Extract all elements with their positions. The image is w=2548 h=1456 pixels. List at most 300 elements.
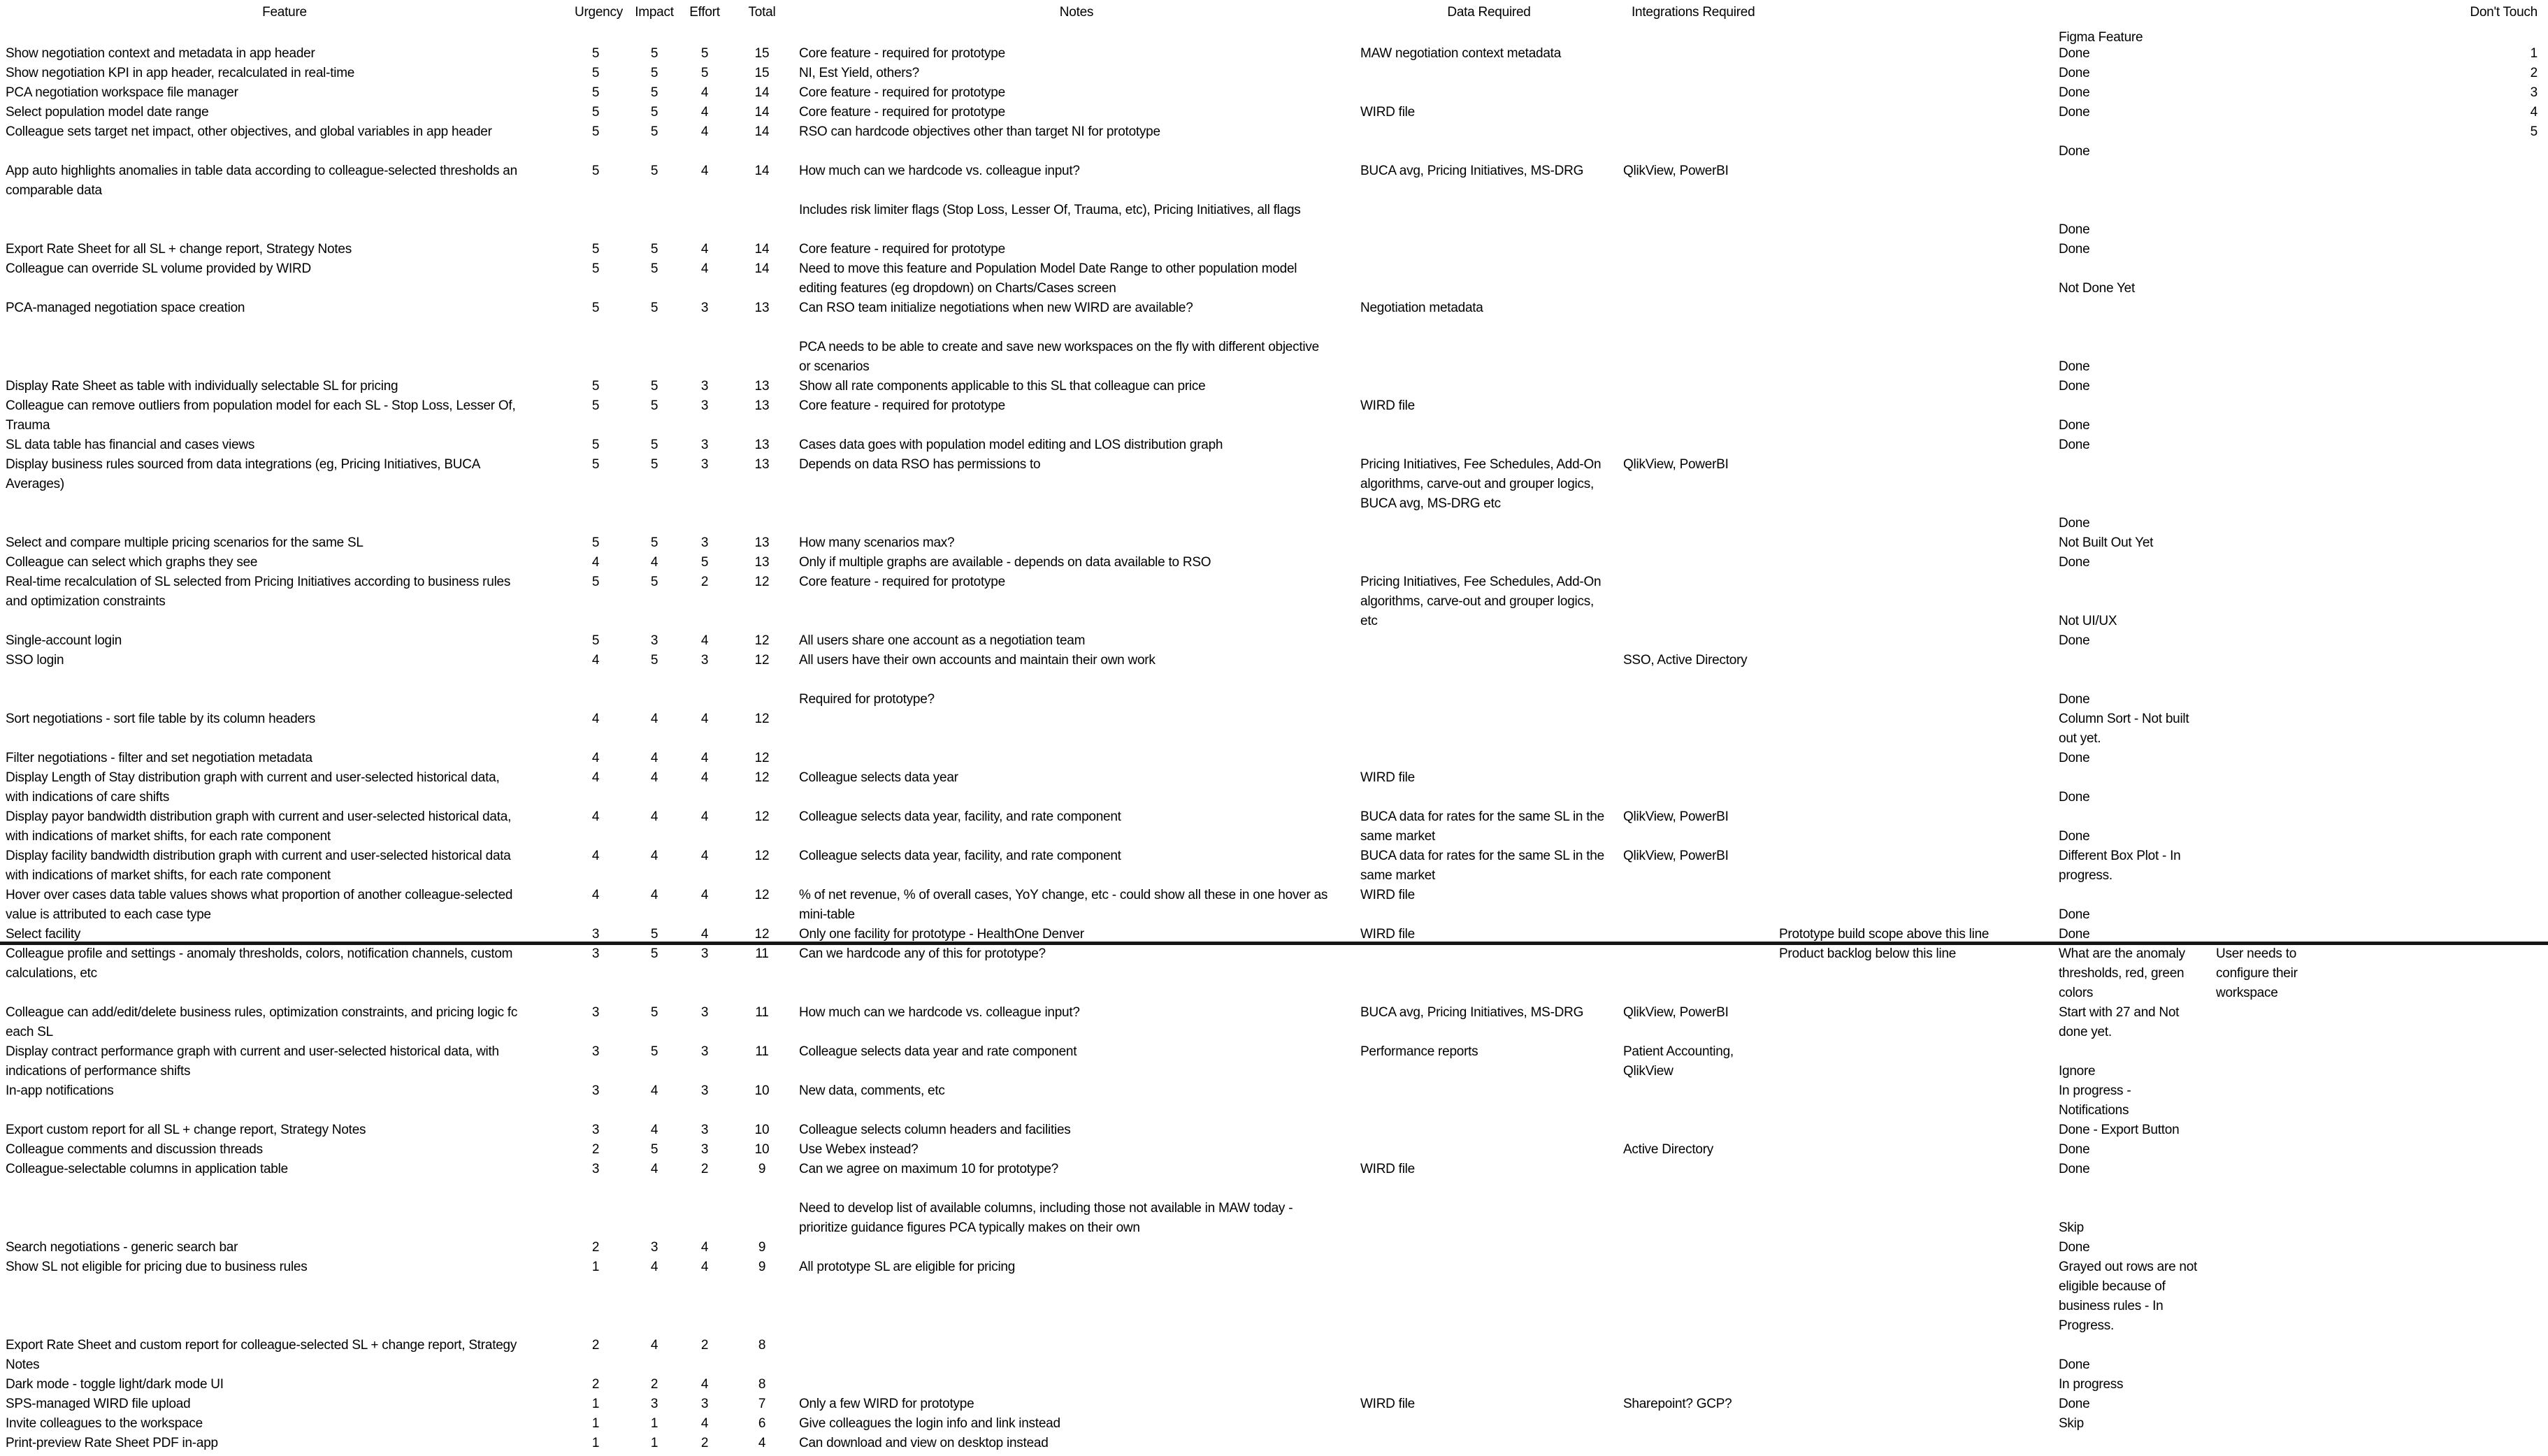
cell-notes: Need to develop list of available columns, including those not available in MAW today - bbox=[799, 1201, 1293, 1216]
cell-effort: 4 bbox=[700, 242, 709, 257]
cell-notes: mini-table bbox=[799, 907, 855, 922]
cell-impact: 4 bbox=[650, 809, 658, 824]
cell-effort: 3 bbox=[700, 1083, 709, 1098]
cell-data-required: WIRD file bbox=[1360, 1397, 1415, 1411]
cell-figma-status: What are the anomaly bbox=[2059, 946, 2185, 961]
cell-urgency: 5 bbox=[591, 575, 600, 589]
cell-impact: 4 bbox=[650, 849, 658, 863]
cell-urgency: 5 bbox=[591, 105, 600, 120]
cell-effort: 4 bbox=[700, 261, 709, 276]
cell-figma-status: Skip bbox=[2059, 1220, 2084, 1235]
cell-figma-status: Done bbox=[2059, 829, 2090, 844]
cell-total: 8 bbox=[758, 1377, 766, 1392]
cell-feature: Select population model date range bbox=[6, 105, 209, 120]
cell-urgency: 5 bbox=[591, 398, 600, 413]
cell-total: 12 bbox=[754, 712, 770, 726]
cell-feature: Single-account login bbox=[6, 633, 122, 648]
cell-impact: 5 bbox=[650, 164, 658, 178]
cell-data-required: Pricing Initiatives, Fee Schedules, Add-On bbox=[1360, 575, 1602, 589]
cell-feature: with indications of market shifts, for each rate component bbox=[6, 829, 331, 844]
cell-impact: 5 bbox=[650, 457, 658, 472]
cell-impact: 5 bbox=[650, 535, 658, 550]
cell-urgency: 2 bbox=[591, 1240, 600, 1255]
cell-feature: Colleague can remove outliers from population model for each SL - Stop Loss, Lesser Of, bbox=[6, 398, 516, 413]
cell-feature: Display Length of Stay distribution graph with current and user-selected historical data, bbox=[6, 770, 500, 785]
cell-figma-status: Done bbox=[2059, 555, 2090, 570]
cell-total: 10 bbox=[754, 1083, 770, 1098]
cell-feature: indications of performance shifts bbox=[6, 1064, 191, 1079]
cell-total: 11 bbox=[755, 1005, 769, 1020]
cell-impact: 4 bbox=[650, 1123, 658, 1137]
cell-effort: 3 bbox=[700, 1123, 709, 1137]
cell-total: 14 bbox=[754, 164, 770, 178]
cell-feature: Colleague profile and settings - anomaly thresholds, colors, notification channels, custom bbox=[6, 946, 513, 961]
cell-notes: How much can we hardcode vs. colleague input? bbox=[799, 164, 1080, 178]
cell-dont-touch: 1 bbox=[2530, 46, 2538, 61]
cell-figma-status: out yet. bbox=[2059, 731, 2101, 746]
cell-impact: 5 bbox=[650, 1044, 658, 1059]
cell-effort: 4 bbox=[700, 809, 709, 824]
cell-urgency: 4 bbox=[591, 888, 600, 902]
cell-integrations-required: QlikView, PowerBI bbox=[1623, 457, 1729, 472]
cell-effort: 3 bbox=[700, 535, 709, 550]
cell-effort: 2 bbox=[700, 1338, 709, 1353]
cell-figma-status: colors bbox=[2059, 986, 2094, 1000]
cell-urgency: 1 bbox=[591, 1260, 600, 1274]
cell-figma-status: Done bbox=[2059, 1162, 2090, 1176]
column-header-feature: Feature bbox=[262, 5, 307, 20]
cell-total: 12 bbox=[754, 770, 770, 785]
cell-feature: with indications of market shifts, for each rate component bbox=[6, 868, 331, 883]
cell-feature: and optimization constraints bbox=[6, 594, 166, 609]
cell-notes: RSO can hardcode objectives other than target NI for prototype bbox=[799, 124, 1160, 139]
cell-impact: 5 bbox=[650, 301, 658, 315]
cell-feature: Trauma bbox=[6, 418, 50, 433]
cell-feature: Display payor bandwidth distribution graph with current and user-selected historical data, bbox=[6, 809, 512, 824]
cell-effort: 3 bbox=[700, 1142, 709, 1157]
cell-total: 13 bbox=[754, 457, 770, 472]
cell-figma-status: Done bbox=[2059, 418, 2090, 433]
cell-figma-status: Done bbox=[2059, 751, 2090, 765]
cell-scope-note: Product backlog below this line bbox=[1779, 946, 1957, 961]
cell-figma-status: Done bbox=[2059, 438, 2090, 452]
column-header-figma-feature: Figma Feature bbox=[2059, 30, 2143, 45]
cell-impact: 5 bbox=[650, 1005, 658, 1020]
cell-figma-status: Done bbox=[2059, 359, 2090, 374]
cell-notes: Core feature - required for prototype bbox=[799, 398, 1005, 413]
cell-total: 14 bbox=[754, 124, 770, 139]
cell-figma-status: Not UI/UX bbox=[2059, 614, 2117, 628]
cell-figma-status: Done - Export Button bbox=[2059, 1123, 2180, 1137]
cell-notes: Core feature - required for prototype bbox=[799, 105, 1005, 120]
cell-integrations-required: QlikView, PowerBI bbox=[1623, 809, 1729, 824]
column-header-notes: Notes bbox=[1059, 5, 1094, 20]
cell-impact: 3 bbox=[650, 633, 658, 648]
cell-data-required: WIRD file bbox=[1360, 770, 1415, 785]
cell-data-required: BUCA avg, Pricing Initiatives, MS-DRG bbox=[1360, 1005, 1584, 1020]
cell-total: 12 bbox=[754, 809, 770, 824]
cell-urgency: 2 bbox=[591, 1142, 600, 1157]
cell-urgency: 3 bbox=[591, 1083, 600, 1098]
cell-impact: 3 bbox=[650, 1397, 658, 1411]
cell-total: 9 bbox=[758, 1260, 766, 1274]
cell-notes: % of net revenue, % of overall cases, YoY change, etc - could show all these in one hover as bbox=[799, 888, 1328, 902]
cell-data-required: etc bbox=[1360, 614, 1378, 628]
cell-figma-status: Done bbox=[2059, 144, 2090, 159]
cell-feature: Colleague can override SL volume provided by WIRD bbox=[6, 261, 311, 276]
cell-integrations-required: QlikView bbox=[1623, 1064, 1674, 1079]
cell-annotation: workspace bbox=[2216, 986, 2278, 1000]
cell-figma-status: Not Done Yet bbox=[2059, 281, 2135, 296]
cell-total: 14 bbox=[754, 105, 770, 120]
cell-feature: comparable data bbox=[6, 183, 102, 198]
cell-feature: Display Rate Sheet as table with individually selectable SL for pricing bbox=[6, 379, 398, 394]
cell-figma-status: Skip bbox=[2059, 1416, 2084, 1431]
cell-figma-status: In progress bbox=[2059, 1377, 2124, 1392]
cell-urgency: 4 bbox=[591, 770, 600, 785]
cell-effort: 4 bbox=[700, 849, 709, 863]
cell-figma-status: Done bbox=[2059, 85, 2090, 100]
cell-feature: Search negotiations - generic search bar bbox=[6, 1240, 238, 1255]
cell-effort: 3 bbox=[700, 301, 709, 315]
cell-integrations-required: QlikView, PowerBI bbox=[1623, 164, 1729, 178]
cell-feature: Select facility bbox=[6, 927, 81, 942]
cell-feature: each SL bbox=[6, 1025, 53, 1039]
cell-notes: Core feature - required for prototype bbox=[799, 575, 1005, 589]
cell-effort: 4 bbox=[700, 712, 709, 726]
cell-feature: Display business rules sourced from data integrations (eg, Pricing Initiatives, BUCA bbox=[6, 457, 481, 472]
cell-effort: 3 bbox=[700, 1005, 709, 1020]
cell-total: 10 bbox=[754, 1123, 770, 1137]
cell-urgency: 5 bbox=[591, 66, 600, 80]
cell-data-required: BUCA avg, Pricing Initiatives, MS-DRG bbox=[1360, 164, 1584, 178]
cell-total: 7 bbox=[758, 1397, 766, 1411]
cell-urgency: 4 bbox=[591, 712, 600, 726]
cell-total: 12 bbox=[754, 888, 770, 902]
cell-total: 15 bbox=[754, 46, 770, 61]
cell-notes: Can RSO team initialize negotiations when new WIRD are available? bbox=[799, 301, 1193, 315]
cell-effort: 3 bbox=[700, 457, 709, 472]
cell-notes: Only if multiple graphs are available - depends on data available to RSO bbox=[799, 555, 1211, 570]
cell-feature: Invite colleagues to the workspace bbox=[6, 1416, 203, 1431]
cell-figma-status: Done bbox=[2059, 222, 2090, 237]
cell-data-required: WIRD file bbox=[1360, 398, 1415, 413]
cell-data-required: same market bbox=[1360, 829, 1436, 844]
cell-urgency: 5 bbox=[591, 46, 600, 61]
cell-impact: 5 bbox=[650, 85, 658, 100]
cell-notes: Colleague selects data year, facility, and rate component bbox=[799, 849, 1121, 863]
cell-total: 12 bbox=[754, 849, 770, 863]
cell-urgency: 5 bbox=[591, 379, 600, 394]
cell-impact: 4 bbox=[650, 1083, 658, 1098]
cell-feature: Averages) bbox=[6, 477, 65, 491]
cell-feature: SL data table has financial and cases views bbox=[6, 438, 255, 452]
cell-impact: 5 bbox=[650, 653, 658, 668]
cell-figma-status: progress. bbox=[2059, 868, 2112, 883]
cell-urgency: 5 bbox=[591, 301, 600, 315]
cell-feature: Filter negotiations - filter and set negotiation metadata bbox=[6, 751, 312, 765]
cell-urgency: 3 bbox=[591, 1044, 600, 1059]
cell-data-required: BUCA data for rates for the same SL in the bbox=[1360, 849, 1604, 863]
cell-impact: 4 bbox=[650, 712, 658, 726]
cell-effort: 4 bbox=[700, 633, 709, 648]
cell-urgency: 5 bbox=[591, 633, 600, 648]
cell-effort: 5 bbox=[700, 555, 709, 570]
cell-urgency: 5 bbox=[591, 457, 600, 472]
cell-urgency: 5 bbox=[591, 535, 600, 550]
cell-notes: NI, Est Yield, others? bbox=[799, 66, 919, 80]
cell-notes: Includes risk limiter flags (Stop Loss, Lesser Of, Trauma, etc), Pricing Initiatives, all flags bbox=[799, 203, 1301, 217]
cell-urgency: 4 bbox=[591, 555, 600, 570]
cell-feature: Hover over cases data table values shows what proportion of another colleague-selected bbox=[6, 888, 513, 902]
cell-notes: Core feature - required for prototype bbox=[799, 46, 1005, 61]
cell-data-required: Negotiation metadata bbox=[1360, 301, 1483, 315]
cell-feature: In-app notifications bbox=[6, 1083, 114, 1098]
cell-notes: Show all rate components applicable to this SL that colleague can price bbox=[799, 379, 1206, 394]
cell-effort: 4 bbox=[700, 770, 709, 785]
cell-urgency: 5 bbox=[591, 85, 600, 100]
cell-notes: Colleague selects column headers and facilities bbox=[799, 1123, 1071, 1137]
cell-effort: 3 bbox=[700, 946, 709, 961]
cell-feature: Show negotiation context and metadata in app header bbox=[6, 46, 315, 61]
cell-feature: Notes bbox=[6, 1357, 40, 1372]
cell-figma-status: Notifications bbox=[2059, 1103, 2129, 1118]
cell-urgency: 2 bbox=[591, 1377, 600, 1392]
cell-notes: Can we hardcode any of this for prototype? bbox=[799, 946, 1046, 961]
cell-figma-status: Done bbox=[2059, 46, 2090, 61]
cell-dont-touch: 4 bbox=[2530, 105, 2538, 120]
cell-notes: or scenarios bbox=[799, 359, 870, 374]
cell-feature: SSO login bbox=[6, 653, 64, 668]
cell-feature: Select and compare multiple pricing scenarios for the same SL bbox=[6, 535, 364, 550]
cell-notes: Required for prototype? bbox=[799, 692, 935, 707]
cell-notes: All prototype SL are eligible for pricing bbox=[799, 1260, 1016, 1274]
cell-total: 14 bbox=[754, 261, 770, 276]
cell-impact: 5 bbox=[650, 1142, 658, 1157]
cell-integrations-required: Active Directory bbox=[1623, 1142, 1714, 1157]
cell-urgency: 5 bbox=[591, 438, 600, 452]
cell-feature: Dark mode - toggle light/dark mode UI bbox=[6, 1377, 224, 1392]
cell-total: 11 bbox=[755, 1044, 769, 1059]
cell-feature: Colleague can add/edit/delete business rules, optimization constraints, and pricing logic fc bbox=[6, 1005, 518, 1020]
cell-total: 13 bbox=[754, 398, 770, 413]
cell-effort: 5 bbox=[700, 46, 709, 61]
cell-total: 4 bbox=[758, 1436, 766, 1450]
cell-impact: 1 bbox=[650, 1436, 658, 1450]
cell-impact: 4 bbox=[650, 770, 658, 785]
cell-figma-status: Done bbox=[2059, 379, 2090, 394]
cell-urgency: 5 bbox=[591, 261, 600, 276]
cell-effort: 4 bbox=[700, 124, 709, 139]
cell-feature: Display facility bandwidth distribution graph with current and user-selected historical data bbox=[6, 849, 511, 863]
cell-integrations-required: QlikView, PowerBI bbox=[1623, 1005, 1729, 1020]
cell-total: 13 bbox=[754, 535, 770, 550]
cell-urgency: 3 bbox=[591, 927, 600, 942]
cell-dont-touch: 3 bbox=[2530, 85, 2538, 100]
cell-total: 12 bbox=[754, 927, 770, 942]
cell-notes: All users share one account as a negotiation team bbox=[799, 633, 1086, 648]
cell-feature: with indications of care shifts bbox=[6, 790, 170, 805]
cell-effort: 2 bbox=[700, 575, 709, 589]
cell-urgency: 1 bbox=[591, 1436, 600, 1450]
cell-data-required: WIRD file bbox=[1360, 927, 1415, 942]
cell-feature: SPS-managed WIRD file upload bbox=[6, 1397, 191, 1411]
cell-data-required: WIRD file bbox=[1360, 888, 1415, 902]
cell-figma-status: Done bbox=[2059, 692, 2090, 707]
column-header-data-required: Data Required bbox=[1447, 5, 1531, 20]
cell-urgency: 3 bbox=[591, 1162, 600, 1176]
cell-data-required: WIRD file bbox=[1360, 1162, 1415, 1176]
cell-feature: Show negotiation KPI in app header, recalculated in real-time bbox=[6, 66, 355, 80]
cell-impact: 5 bbox=[650, 261, 658, 276]
cell-impact: 1 bbox=[650, 1416, 658, 1431]
cell-figma-status: Progress. bbox=[2059, 1318, 2115, 1333]
cell-notes: editing features (eg dropdown) on Charts/Cases screen bbox=[799, 281, 1116, 296]
cell-data-required: BUCA data for rates for the same SL in the bbox=[1360, 809, 1604, 824]
cell-urgency: 4 bbox=[591, 653, 600, 668]
cell-integrations-required: QlikView, PowerBI bbox=[1623, 849, 1729, 863]
cell-dont-touch: 2 bbox=[2530, 66, 2538, 80]
column-header-integrations-required: Integrations Required bbox=[1632, 5, 1755, 20]
column-header-total: Total bbox=[748, 5, 776, 20]
cell-impact: 2 bbox=[650, 1377, 658, 1392]
cell-notes: Use Webex instead? bbox=[799, 1142, 919, 1157]
cell-total: 8 bbox=[758, 1338, 766, 1353]
cell-effort: 3 bbox=[700, 438, 709, 452]
cell-figma-status: done yet. bbox=[2059, 1025, 2112, 1039]
cell-impact: 4 bbox=[650, 555, 658, 570]
cell-total: 15 bbox=[754, 66, 770, 80]
cell-figma-status: Done bbox=[2059, 1397, 2090, 1411]
cell-notes: How many scenarios max? bbox=[799, 535, 955, 550]
cell-notes: Colleague selects data year bbox=[799, 770, 958, 785]
cell-urgency: 4 bbox=[591, 849, 600, 863]
cell-urgency: 5 bbox=[591, 164, 600, 178]
cell-urgency: 1 bbox=[591, 1416, 600, 1431]
cell-figma-status: Done bbox=[2059, 516, 2090, 531]
cell-urgency: 1 bbox=[591, 1397, 600, 1411]
cell-dont-touch: 5 bbox=[2530, 124, 2538, 139]
cell-total: 12 bbox=[754, 575, 770, 589]
cell-data-required: WIRD file bbox=[1360, 105, 1415, 120]
cell-impact: 3 bbox=[650, 1240, 658, 1255]
cell-impact: 5 bbox=[650, 242, 658, 257]
column-header-urgency: Urgency bbox=[575, 5, 623, 20]
cell-data-required: Performance reports bbox=[1360, 1044, 1478, 1059]
cell-effort: 4 bbox=[700, 751, 709, 765]
cell-impact: 5 bbox=[650, 379, 658, 394]
cell-notes: Give colleagues the login info and link instead bbox=[799, 1416, 1060, 1431]
cell-annotation: User needs to bbox=[2216, 946, 2297, 961]
cell-total: 12 bbox=[754, 751, 770, 765]
cell-effort: 4 bbox=[700, 1377, 709, 1392]
cell-impact: 4 bbox=[650, 888, 658, 902]
cell-integrations-required: Patient Accounting, bbox=[1623, 1044, 1734, 1059]
cell-effort: 4 bbox=[700, 1416, 709, 1431]
cell-urgency: 4 bbox=[591, 809, 600, 824]
cell-notes: Only one facility for prototype - HealthOne Denver bbox=[799, 927, 1084, 942]
cell-impact: 5 bbox=[650, 398, 658, 413]
column-header-dont-touch: Don't Touch bbox=[2470, 5, 2538, 20]
cell-effort: 5 bbox=[700, 66, 709, 80]
cell-impact: 5 bbox=[650, 66, 658, 80]
cell-figma-status: Column Sort - Not built bbox=[2059, 712, 2189, 726]
cell-figma-status: Done bbox=[2059, 633, 2090, 648]
cell-urgency: 2 bbox=[591, 1338, 600, 1353]
cell-feature: Colleague can select which graphs they see bbox=[6, 555, 258, 570]
cell-notes: Core feature - required for prototype bbox=[799, 85, 1005, 100]
cell-feature: Sort negotiations - sort file table by its column headers bbox=[6, 712, 316, 726]
cell-figma-status: Done bbox=[2059, 242, 2090, 257]
column-header-impact: Impact bbox=[635, 5, 674, 20]
cell-total: 10 bbox=[754, 1142, 770, 1157]
cell-effort: 2 bbox=[700, 1436, 709, 1450]
cell-total: 9 bbox=[758, 1162, 766, 1176]
cell-feature: Export Rate Sheet for all SL + change report, Strategy Notes bbox=[6, 242, 352, 257]
cell-notes: Can download and view on desktop instead bbox=[799, 1436, 1049, 1450]
cell-effort: 3 bbox=[700, 398, 709, 413]
cell-feature: Print-preview Rate Sheet PDF in-app bbox=[6, 1436, 218, 1450]
cell-figma-status: thresholds, red, green bbox=[2059, 966, 2184, 981]
cell-total: 13 bbox=[754, 555, 770, 570]
cell-notes: New data, comments, etc bbox=[799, 1083, 945, 1098]
cell-integrations-required: Sharepoint? GCP? bbox=[1623, 1397, 1732, 1411]
cell-impact: 5 bbox=[650, 438, 658, 452]
cell-total: 14 bbox=[754, 85, 770, 100]
cell-effort: 3 bbox=[700, 653, 709, 668]
cell-effort: 4 bbox=[700, 105, 709, 120]
cell-integrations-required: SSO, Active Directory bbox=[1623, 653, 1748, 668]
cell-feature: value is attributed to each case type bbox=[6, 907, 211, 922]
cell-urgency: 3 bbox=[591, 1123, 600, 1137]
cell-figma-status: Grayed out rows are not bbox=[2059, 1260, 2198, 1274]
cell-urgency: 3 bbox=[591, 946, 600, 961]
cell-total: 12 bbox=[754, 653, 770, 668]
cell-figma-status: Done bbox=[2059, 927, 2090, 942]
cell-total: 13 bbox=[754, 438, 770, 452]
cell-notes: Colleague selects data year, facility, and rate component bbox=[799, 809, 1121, 824]
cell-effort: 3 bbox=[700, 1044, 709, 1059]
cell-scope-note: Prototype build scope above this line bbox=[1779, 927, 1989, 942]
cell-impact: 4 bbox=[650, 1260, 658, 1274]
cell-feature: Export custom report for all SL + change report, Strategy Notes bbox=[6, 1123, 366, 1137]
cell-notes: How much can we hardcode vs. colleague input? bbox=[799, 1005, 1080, 1020]
cell-total: 13 bbox=[754, 301, 770, 315]
cell-total: 12 bbox=[754, 633, 770, 648]
cell-notes: Need to move this feature and Population Model Date Range to other population model bbox=[799, 261, 1297, 276]
cell-figma-status: Done bbox=[2059, 790, 2090, 805]
cell-notes: Cases data goes with population model editing and LOS distribution graph bbox=[799, 438, 1223, 452]
cell-feature: Display contract performance graph with current and user-selected historical data, with bbox=[6, 1044, 499, 1059]
cell-total: 14 bbox=[754, 242, 770, 257]
cell-figma-status: eligible because of bbox=[2059, 1279, 2166, 1294]
cell-feature: PCA-managed negotiation space creation bbox=[6, 301, 245, 315]
cell-notes: Only a few WIRD for prototype bbox=[799, 1397, 974, 1411]
cell-effort: 4 bbox=[700, 164, 709, 178]
cell-notes: All users have their own accounts and maintain their own work bbox=[799, 653, 1156, 668]
cell-feature: calculations, etc bbox=[6, 966, 97, 981]
cell-notes: PCA needs to be able to create and save new workspaces on the fly with different objective bbox=[799, 340, 1319, 354]
cell-figma-status: In progress - bbox=[2059, 1083, 2131, 1098]
cell-figma-status: business rules - In bbox=[2059, 1299, 2164, 1313]
cell-data-required: same market bbox=[1360, 868, 1436, 883]
cell-figma-status: Done bbox=[2059, 907, 2090, 922]
cell-figma-status: Different Box Plot - In bbox=[2059, 849, 2181, 863]
cell-impact: 4 bbox=[650, 1162, 658, 1176]
cell-urgency: 5 bbox=[591, 242, 600, 257]
cell-impact: 5 bbox=[650, 124, 658, 139]
cell-feature: Colleague comments and discussion threads bbox=[6, 1142, 263, 1157]
